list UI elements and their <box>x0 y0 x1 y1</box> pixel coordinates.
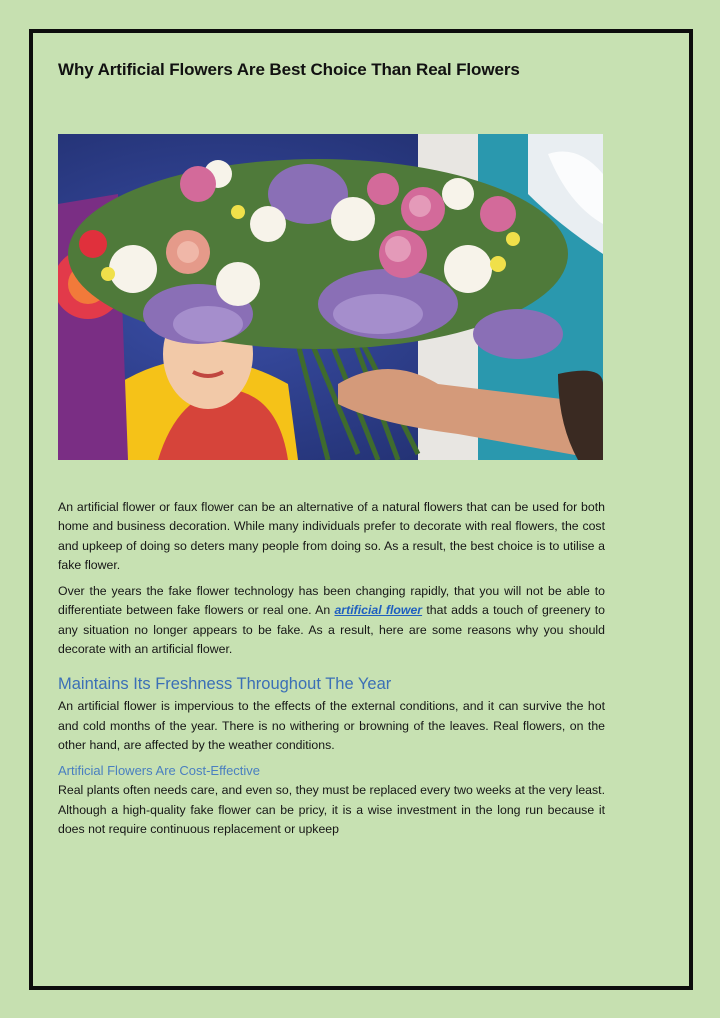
page-title: Why Artificial Flowers Are Best Choice Than Real Flowers <box>58 60 520 79</box>
header <box>58 60 606 80</box>
section-heading: Artificial Flowers Are Cost-Effective <box>58 763 261 779</box>
paragraph-text-after: that adds a touch of greenery to any situation no longer appears to be fake. As a result, here are some reasons why you should decorate with an artificial flower. <box>58 603 605 657</box>
section-freshness <box>58 673 605 755</box>
section-body: Real plants often needs care, and even so, they must be replaced every two weeks at the very least. Although a high-quality fake flower can be pricy, it is a wise investment in the long run because it does not require continuous replacement or upkeep <box>58 783 605 836</box>
section-cost <box>58 761 605 839</box>
section-body: An artificial flower is impervious to the effects of the external conditions, and it can survive the hot and cold months of the year. There is no withering or browning of the leaves. Real flowers, on the other hand, are affected by the weather conditions. <box>58 699 605 752</box>
intro-paragraph: An artificial flower or faux flower can be an alternative of a natural flowers that can be used for both home and business decoration. While many individuals prefer to decorate with real flowers, the cost and upkeep of doing so deters many people from doing so. As a result, the best choice is to utilise a fake flower. <box>58 500 605 572</box>
technology-paragraph <box>58 582 605 659</box>
artificial-flower-link[interactable]: artificial flower <box>334 603 423 618</box>
section-heading: Maintains Its Freshness Throughout The Year <box>58 675 392 694</box>
paragraph-text-before: Over the years the fake flower technology has been changing rapidly, that you will not be able to differentiate between fake flowers or real one. An <box>58 584 605 618</box>
article-body <box>58 498 605 839</box>
hero-image <box>58 134 603 460</box>
bouquet-photo <box>58 134 603 460</box>
